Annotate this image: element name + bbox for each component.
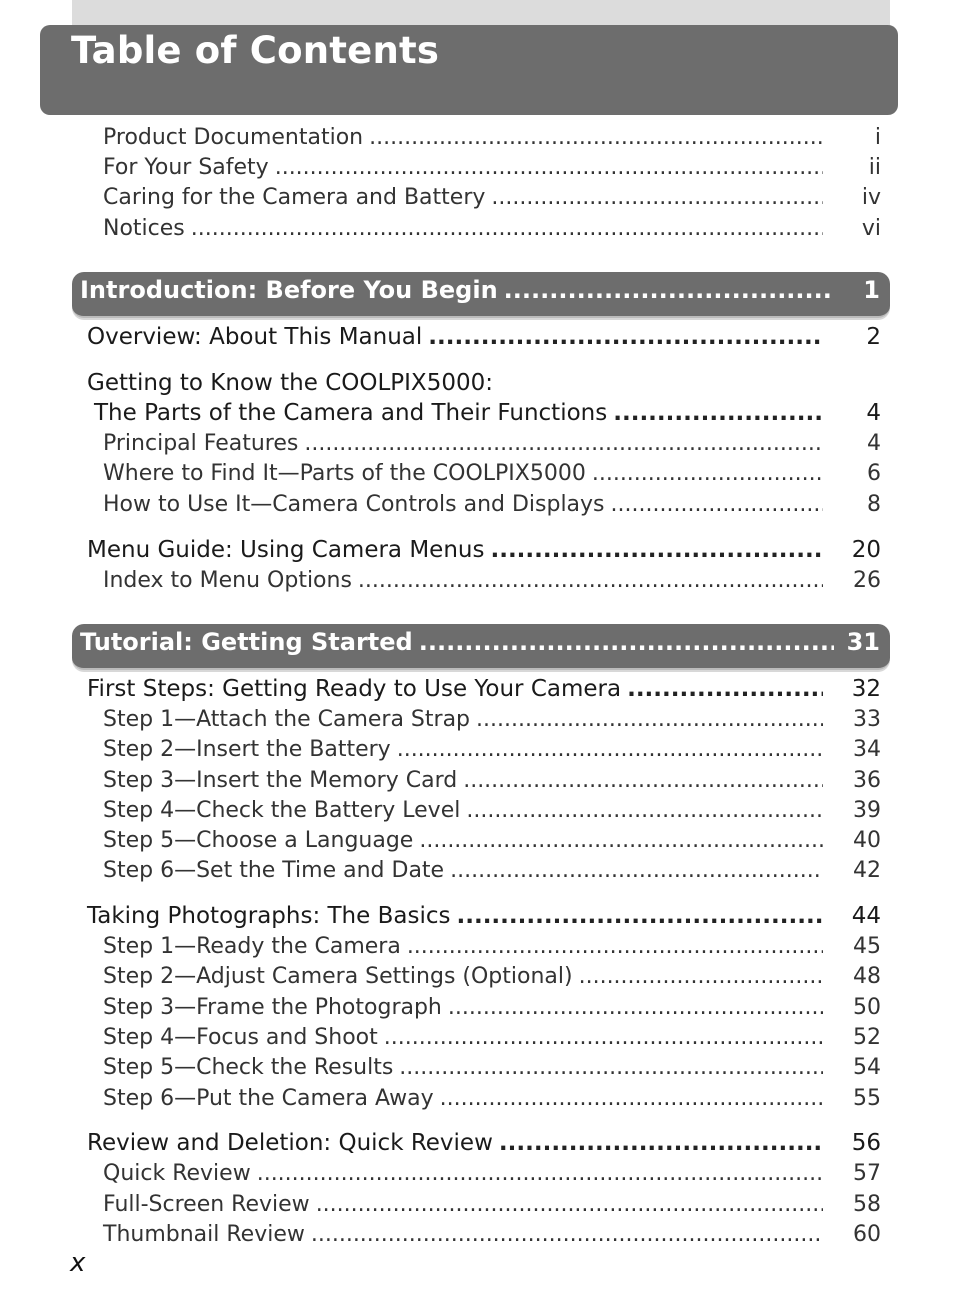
toc-entry-thumbnail-review[interactable]: Thumbnail Review ..... 60 <box>103 1222 881 1247</box>
page-title: Table of Contents <box>71 29 440 72</box>
toc-entry-taking-step-3[interactable]: Step 3—Frame the Photograph ..... 50 <box>103 995 881 1020</box>
toc-entry-full-screen-review[interactable]: Full-Screen Review ..... 58 <box>103 1192 881 1217</box>
toc-entry-taking-step-6[interactable]: Step 6—Put the Camera Away ..... 55 <box>103 1086 881 1111</box>
section-bar-introduction[interactable] <box>72 272 890 318</box>
toc-entry-getting-line1: Getting to Know the COOLPIX5000: <box>87 370 493 396</box>
toc-entry-how-to-use[interactable]: How to Use It—Camera Controls and Displays ..... 8 <box>103 492 881 517</box>
toc-entry-product-documentation[interactable]: Product Documentation ..... i <box>103 125 881 150</box>
toc-entry-first-step-4[interactable]: Step 4—Check the Battery Level ..... 39 <box>103 798 881 823</box>
toc-entry-first-step-6[interactable]: Step 6—Set the Time and Date ..... 42 <box>103 858 881 883</box>
toc-entry-quick-review[interactable]: Quick Review ..... 57 <box>103 1161 881 1186</box>
section-heading-tutorial: Tutorial: Getting Started ..... 31 <box>80 628 880 656</box>
toc-entry-taking-step-1[interactable]: Step 1—Ready the Camera ..... 45 <box>103 934 881 959</box>
toc-entry-first-steps[interactable]: First Steps: Getting Ready to Use Your Camera ..... 32 <box>87 676 881 702</box>
page-number: x <box>70 1248 86 1278</box>
toc-entry-first-step-1[interactable]: Step 1—Attach the Camera Strap ..... 33 <box>103 707 881 732</box>
section-heading-introduction: Introduction: Before You Begin ..... 1 <box>80 276 880 304</box>
toc-entry-index-menu[interactable]: Index to Menu Options ..... 26 <box>103 568 881 593</box>
toc-entry-review-deletion[interactable]: Review and Deletion: Quick Review ..... 56 <box>87 1130 881 1156</box>
title-bar <box>40 25 898 115</box>
toc-entry-notices[interactable]: Notices ..... vi <box>103 216 881 241</box>
toc-entry-menu-guide[interactable]: Menu Guide: Using Camera Menus ..... 20 <box>87 537 881 563</box>
toc-entry-taking-step-4[interactable]: Step 4—Focus and Shoot ..... 52 <box>103 1025 881 1050</box>
toc-entry-overview[interactable]: Overview: About This Manual ..... 2 <box>87 324 881 350</box>
toc-entry-principal-features[interactable]: Principal Features ..... 4 <box>103 431 881 456</box>
toc-entry-caring[interactable]: Caring for the Camera and Battery ..... iv <box>103 185 881 210</box>
section-bar-tutorial[interactable] <box>72 624 890 670</box>
toc-entry-taking-photographs[interactable]: Taking Photographs: The Basics ..... 44 <box>87 903 881 929</box>
toc-entry-where-to-find[interactable]: Where to Find It—Parts of the COOLPIX5000 ..... 6 <box>103 461 881 486</box>
top-strip <box>72 0 890 26</box>
toc-entry-for-your-safety[interactable]: For Your Safety ..... ii <box>103 155 881 180</box>
toc-entry-parts-functions[interactable]: The Parts of the Camera and Their Functions ..... 4 <box>94 400 881 426</box>
toc-entry-first-step-2[interactable]: Step 2—Insert the Battery ..... 34 <box>103 737 881 762</box>
toc-entry-taking-step-5[interactable]: Step 5—Check the Results ..... 54 <box>103 1055 881 1080</box>
toc-entry-taking-step-2[interactable]: Step 2—Adjust Camera Settings (Optional) ..... 48 <box>103 964 881 989</box>
toc-entry-first-step-3[interactable]: Step 3—Insert the Memory Card ..... 36 <box>103 768 881 793</box>
toc-entry-first-step-5[interactable]: Step 5—Choose a Language ..... 40 <box>103 828 881 853</box>
